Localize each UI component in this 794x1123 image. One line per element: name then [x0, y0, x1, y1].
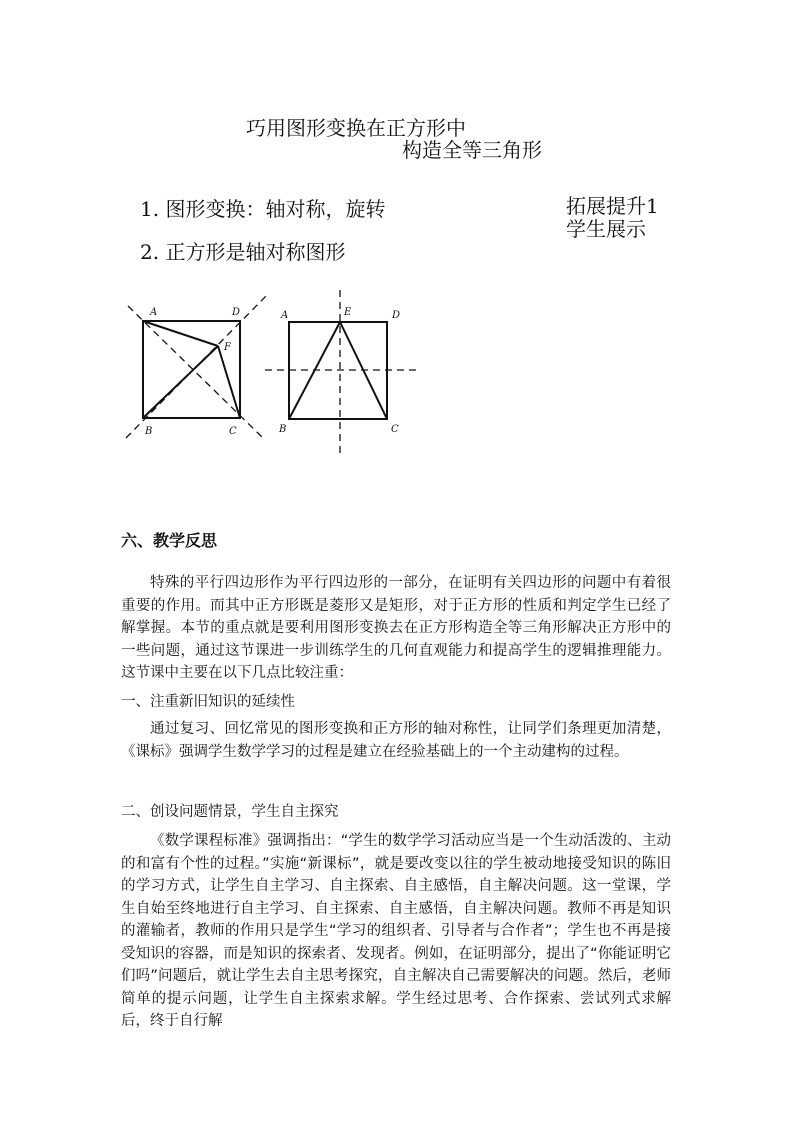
subheading-1: 一、注重新旧知识的延续性	[121, 694, 295, 710]
left-square-diagram	[126, 294, 268, 438]
right-label-a: A	[281, 310, 289, 321]
side-note-line-2: 学生展示	[566, 217, 646, 241]
section-title: 六、教学反思	[121, 531, 218, 550]
title-line-2: 构造全等三角形	[402, 138, 542, 162]
side-note-line-1: 拓展提升1	[566, 194, 659, 218]
reflection-paragraph-2: 通过复习、回忆常见的图形变换和正方形的轴对称性，让同学们条理更加清楚，《课标》强调学生数学学习的过程是建立在经验基础上的一个主动建构的过程。	[121, 721, 671, 760]
reflection-paragraph-1: 特殊的平行四边形作为平行四边形的一部分，在证明有关四边形的问题中有着很重要的作用。而其中正方形既是菱形又是矩形，对于正方形的性质和判定学生已经了解掌握。本节的重点就是要利用图形变换去在正方形构造全等三角形解决正方形中的一些问题，通过这节课进一步训练学生的几何直观能力和提高学生的逻辑推理能力。这节课中主要在以下几点比较注重：	[121, 575, 671, 681]
point-1: 1. 图形变换：轴对称，旋转	[140, 197, 386, 221]
point-2: 2. 正方形是轴对称图形	[140, 240, 346, 264]
reflection-paragraph-3: 《数学课程标准》强调指出：“学生的数学学习活动应当是一个生动活泼的、主动的和富有个性的过程。”实施“新课标”，就是要改变以往的学生被动地接受知识的陈旧的学习方式，让学生自主学习、自主探索、自主感悟，自主解决问题。这一堂课，学生自始至终地进行自主学习、自主探索、自主感悟，自主解决问题。教师不再是知识的灌输者，教师的作用只是学生“学习的组织者、引导者与合作者”；学生也不再是接受知识的容器，而是知识的探索者、发现者。例如，在证明部分，提出了“你能证明它们吗”问题后，就让学生去自主思考探究，自主解决自己需要解决的问题。然后，老师简单的提示问题，让学生自主探索求解。学生经过思考、合作探索、尝试列式求解后，终于自行解	[121, 833, 671, 1029]
right-label-d: D	[392, 310, 401, 321]
left-segment-fc	[218, 346, 240, 418]
geometry-figure	[118, 286, 428, 466]
left-label-d: D	[232, 307, 241, 318]
right-label-b: B	[279, 424, 287, 435]
right-segment-eb	[289, 322, 340, 419]
title-line-1: 巧用图形变换在正方形中	[246, 116, 466, 140]
left-label-c: C	[229, 426, 237, 437]
left-label-a: A	[150, 307, 158, 318]
left-label-b: B	[145, 426, 153, 437]
right-label-c: C	[391, 424, 399, 435]
left-label-f: F	[224, 342, 231, 353]
left-segment-af	[143, 321, 218, 346]
right-label-e: E	[344, 307, 352, 318]
subheading-2: 二、创设问题情景，学生自主探究	[121, 804, 339, 820]
